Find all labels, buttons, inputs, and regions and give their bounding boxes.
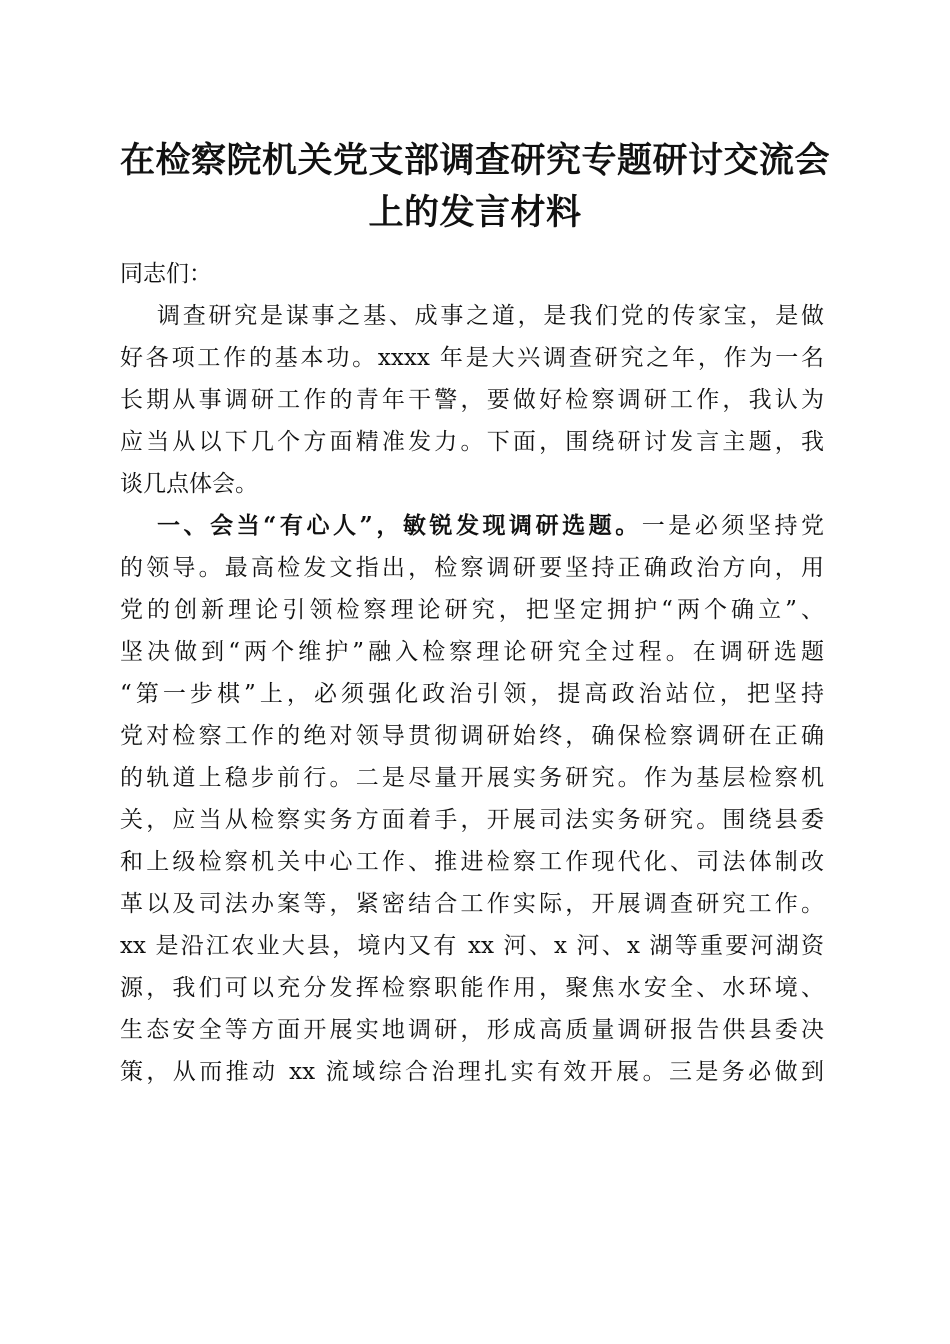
title-line: 在检察院机关党支部调查研究专题研讨交流会 (119, 140, 830, 181)
paragraph-line: 长期从事调研工作的青年干警，要做好检察调研工作，我认为 (120, 387, 824, 413)
paragraph-line: 党对检察工作的绝对领导贯彻调研始终，确保检察调研在正确 (120, 723, 824, 749)
title-line: 上的发言材料 (368, 192, 582, 233)
paragraph-line: 策，从而推动 xx 流域综合治理扎实有效开展。三是务必做到 (120, 1059, 824, 1085)
paragraph-line: “第一步棋”上，必须强化政治引领，提高政治站位，把坚持 (120, 681, 824, 707)
paragraph-line: 的轨道上稳步前行。二是尽量开展实务研究。作为基层检察机 (120, 765, 824, 791)
document-body (120, 253, 824, 1093)
salutation: 同志们： (120, 261, 212, 287)
paragraph-line: 的领导。最高检发文指出，检察调研要坚持正确政治方向，用 (120, 555, 824, 581)
paragraph-line: 谈几点体会。 (120, 471, 258, 497)
section-one (120, 505, 824, 1093)
paragraph-line: 源，我们可以充分发挥检察职能作用，聚焦水安全、水环境、 (120, 975, 824, 1001)
document-title (110, 135, 840, 239)
section-heading: 一、会当“有心人”，敏锐发现调研选题。 (157, 512, 642, 539)
paragraph-line: 调查研究是谋事之基、成事之道，是我们党的传家宝，是做 (157, 303, 824, 329)
paragraph-line: 革以及司法办案等，紧密结合工作实际，开展调查研究工作。 (120, 891, 824, 917)
paragraph-line: xx 是沿江农业大县，境内又有 xx 河、x 河、x 湖等重要河湖资 (120, 933, 824, 959)
paragraph-line: 和上级检察机关中心工作、推进检察工作现代化、司法体制改 (120, 849, 824, 875)
paragraph-line: 应当从以下几个方面精准发力。下面，围绕研讨发言主题，我 (120, 429, 824, 455)
section-first-line-text: 一是必须坚持党 (641, 513, 824, 539)
paragraph-line: 党的创新理论引领检察理论研究，把坚定拥护“两个确立”、 (120, 597, 824, 623)
paragraph-line: 关，应当从检察实务方面着手，开展司法实务研究。围绕县委 (120, 807, 824, 833)
paragraph-line: 好各项工作的基本功。xxxx 年是大兴调查研究之年，作为一名 (120, 345, 824, 371)
paragraph-intro (120, 295, 824, 505)
paragraph-line: 坚决做到“两个维护”融入检察理论研究全过程。在调研选题 (120, 639, 824, 665)
section-first-line (120, 505, 824, 547)
paragraph-line: 生态安全等方面开展实地调研，形成高质量调研报告供县委决 (120, 1017, 824, 1043)
